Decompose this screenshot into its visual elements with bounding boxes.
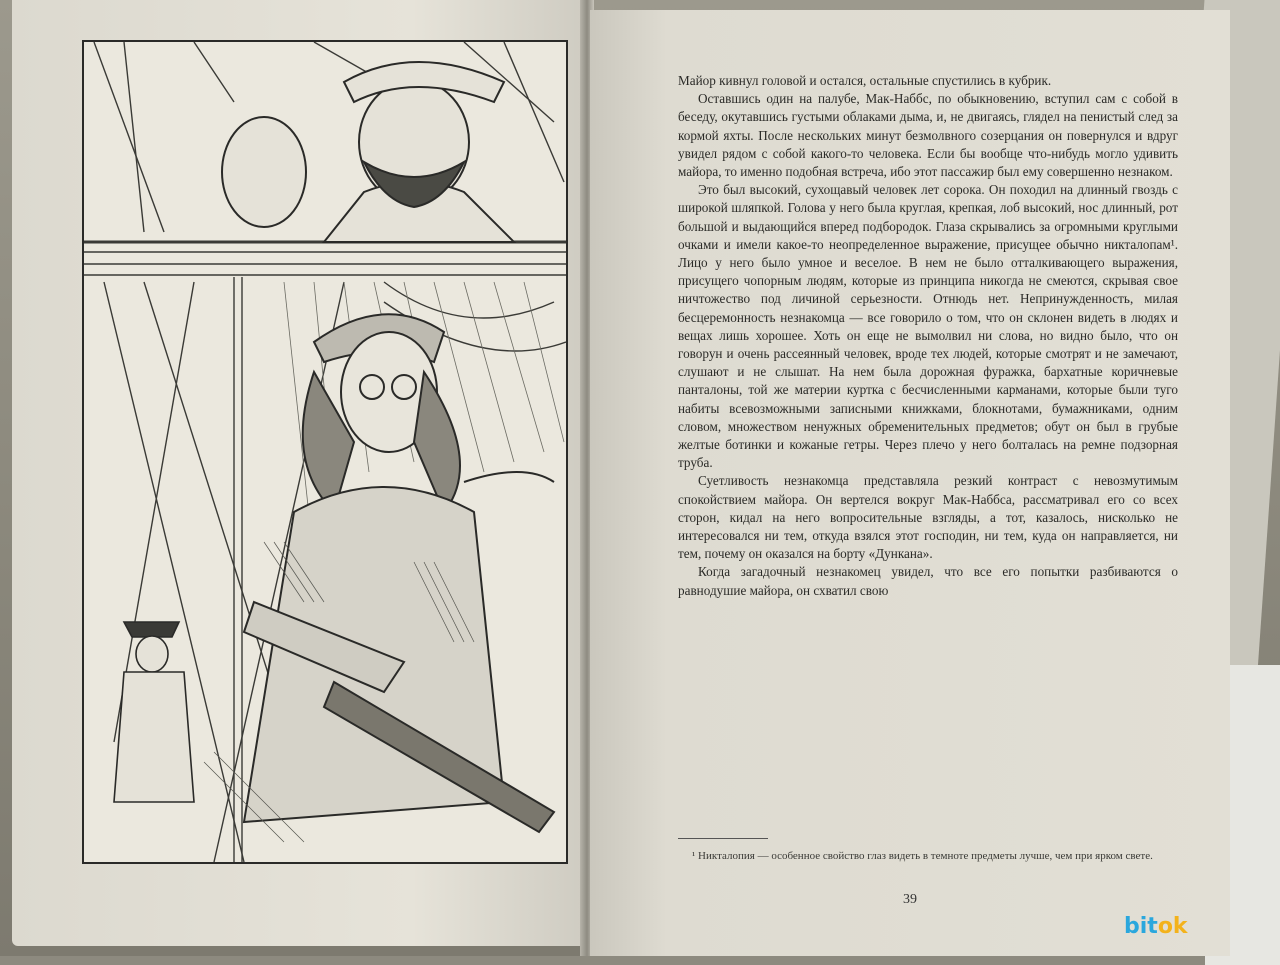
paragraph: Это был высокий, сухощавый человек лет сорока. Он походил на длинный гвоздь с широкой шляпкой. Голова у него была круглая, крепкая, лоб высокий, нос длинный, рот большой и выдающийся вперед подбородок. Глаза скрывались за огромными круглыми очками и имели какое-то неопределенное выражение, присущее обычно никталопам¹. Лицо у него было умное и веселое. В нем не было отталкивающего выражения, присущего чопорным людям, которые из принципа никогда не смеются, скрывая свое ничтожество под личиной серьезности. Отнюдь нет. Непринужденность, милая бесцеремонность незнакомца — все говорило о том, что он склонен видеть в людях и вещах лишь хорошее. Хоть он еще не вымолвил ни слова, но видно было, что он говорун и очень рассеянный человек, вроде тех людей, которые смотрят и не замечают, слушают и не слышат. На нем была дорожная фуражка, бархатные коричневые панталоны, той же материи куртка с бесчисленными карманами, которые были туго набиты всевозможными записными книжками, блокнотами, бумажниками, одним словом, множеством ненужных обременительных предметов; обут он был в грубые желтые ботинки и кожаные гетры. Через плечо у него болталась на ремне подзорная труба. — [678, 182, 1178, 471]
watermark-text: ok — [1157, 913, 1188, 939]
paragraph: Оставшись один на палубе, Мак-Наббс, по обыкновению, вступил сам с собой в беседу, окутавшись густыми облаками дыма, и, не двигаясь, глядел на пенистый след за кормой яхты. После нескольких минут безмолвного созерцания он повернулся и вдруг увидел рядом с собой какого-то человека. Если бы вообще что-нибудь могло удивить майора, то именно подобная встреча, ибо этот пассажир был ему совершенно незнаком. — [678, 91, 1178, 180]
ship-deck-illustration — [82, 40, 568, 864]
page-number: 39 — [903, 892, 917, 907]
paragraph: Суетливость незнакомца представляла резкий контраст с невозмутимым спокойствием майора. Он вертелся вокруг Мак-Наббса, рассматривал его со всех сторон, кидал на него вопросительные взгляды, а тот, казалось, нисколько не интересовался ни тем, откуда взялся этот господин, ни тем, куда он направляется, ни тем, почему он оказался на борту «Дункана». — [678, 473, 1178, 562]
paragraph: Когда загадочный незнакомец увидел, что все его попытки разбиваются о равнодушие майора, он схватил свою — [678, 564, 1178, 598]
left-page — [12, 0, 584, 946]
right-page — [590, 10, 1230, 956]
engraving-image — [84, 42, 566, 862]
watermark-text: bit — [1124, 913, 1158, 939]
page-text — [678, 72, 1178, 600]
open-book — [12, 0, 1230, 956]
footnote-divider — [678, 838, 768, 839]
footnote: ¹ Никталопия — особенное свойство глаз видеть в темноте предметы лучше, чем при ярком свете. — [692, 850, 1153, 862]
paragraph: Майор кивнул головой и остался, остальные спустились в кубрик. — [678, 73, 1052, 88]
watermark-logo — [1124, 906, 1274, 946]
